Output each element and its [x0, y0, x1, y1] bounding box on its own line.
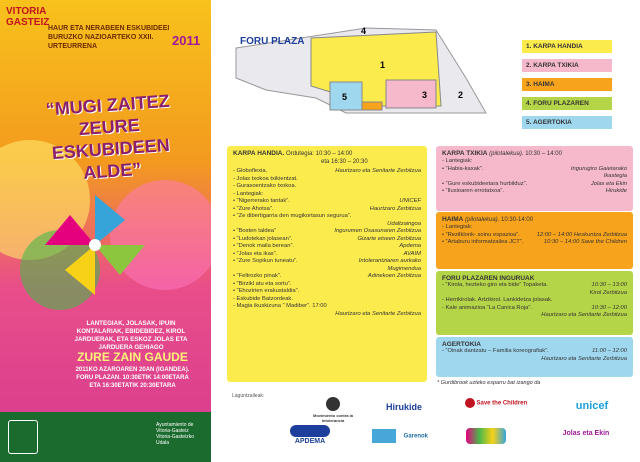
logo-line1: VITORIA	[6, 6, 47, 17]
haima-title: HAIMA	[442, 216, 464, 223]
list-item-label: - Magia ikuskizuna “ Madiber”. 17:00	[233, 303, 327, 309]
karpa-txikia-note: (pilotalekua).	[489, 151, 524, 157]
list-item	[442, 290, 627, 298]
partner-name-intolerancia: Movimiento contra la Intolerancia	[312, 413, 353, 423]
list-item	[233, 266, 421, 274]
list-item	[233, 311, 421, 319]
poster-date: 2011KO AZAROAREN 20AN (IGANDEA). FORU PLAZAN. 10:30ETIK 14:00ETARA ETA 16:30ETATIK 20:30ETARA	[75, 367, 190, 389]
list-item-organizer: Intolerantziaren aurkako	[358, 258, 421, 264]
karpa-handia-hours1: Ordutegia: 10:30 – 14:00	[285, 151, 353, 157]
list-item-organizer: Mugimendua	[387, 265, 421, 272]
list-item-organizer: Ingurumen Osasunaren Zerbitzua	[334, 228, 421, 234]
legend-item-3: 3. HAIMA	[522, 78, 612, 91]
legend-item-1: 1. KARPA HANDIA	[522, 40, 612, 53]
karpa-handia-header	[233, 150, 421, 158]
list-item-label: • “Zure Sopikun tuneatu”.	[233, 258, 298, 264]
logo-line2: GASTEIZ	[6, 17, 50, 28]
karpa-handia-title: KARPA HANDIA.	[233, 150, 285, 157]
list-item-label: • “Denok maila berean”.	[233, 243, 294, 249]
list-item-label: • “Artaburu informatzailea JCT”.	[442, 239, 524, 245]
list-item-label: • “Ehozirien erakustaldia”.	[233, 288, 300, 294]
footnote: * Gurdibrook uzteko esparru bat izango da	[437, 380, 541, 386]
list-item-label: • “Ze dibertigarria den mugikortasun segurua”.	[233, 213, 352, 219]
poster-year: 2011	[172, 33, 201, 48]
partner-logo-garenok	[362, 429, 438, 443]
list-item	[233, 221, 421, 229]
list-item	[233, 303, 421, 311]
haima-list	[442, 224, 627, 247]
list-item	[442, 181, 627, 189]
foru-list	[442, 282, 627, 320]
panel-haima	[436, 212, 633, 269]
partner-name-apdema: APDEMA	[294, 438, 326, 445]
list-item-label: • “Bosten taldea”	[233, 228, 276, 234]
poster	[0, 0, 211, 462]
poster-subtitle: HAUR ETA NERABEEN ESKUBIDEEI BURUZKO NAZIOARTEKO XXII. URTEURRENA	[48, 25, 170, 50]
list-item-label: • “Gure eskubideetara hurbilduz”.	[442, 180, 528, 187]
list-item	[442, 356, 627, 364]
karpa-handia-hours2: eta 16:30 – 20:30	[321, 159, 368, 165]
list-item-label: • “Nigerrerako tantak”.	[233, 198, 290, 204]
list-item-label: - Lantegiak:	[442, 224, 473, 230]
karpa-txikia-header	[442, 150, 627, 158]
list-item-organizer: Kirol Zerbitzua	[589, 289, 627, 296]
zone-label-5: 5	[342, 92, 348, 102]
karpa-handia-list	[233, 168, 421, 318]
list-item-label: - Herrikirolak. Artzikirol. Lankidetza jolasak.	[442, 297, 553, 303]
list-item-organizer: Hirukide	[605, 188, 627, 194]
list-item-label: • “Birzikl atu eta sortu”.	[233, 280, 292, 287]
zone-label-3: 3	[422, 90, 428, 100]
list-item-organizer: 11:00 – 12:00	[591, 348, 627, 354]
list-item-organizer: Jolas eta Ekin	[590, 180, 627, 187]
footer-text: Ayuntamiento de Vitoria-Gasteiz Vitoria-Gasteizko Udala	[156, 422, 194, 446]
list-item-organizer: Haurtzaro eta Senitarte Zerbitzua	[541, 312, 627, 318]
list-item-organizer: Ikastegia	[603, 173, 627, 179]
list-item-label: - Jolas txokoa txikientzat.	[233, 175, 298, 182]
poster-footer	[0, 412, 211, 462]
list-item-label: • “Ilusioaren errotatxoa”.	[442, 188, 504, 194]
list-item-organizer: AVAIM	[403, 250, 421, 257]
haima-hours: 10:30-14:00	[501, 217, 534, 223]
list-item-label: - Globoflexia.	[233, 168, 268, 174]
list-item-organizer: Ingurugiro Gaietarako	[570, 165, 627, 172]
pinwheel-icon	[40, 190, 150, 300]
list-item	[233, 206, 421, 214]
foru-title: FORU PLAZAREN INGURUAK	[442, 275, 535, 282]
list-item	[442, 282, 627, 290]
institution-logo	[8, 420, 38, 454]
karpa-txikia-list	[442, 158, 627, 196]
list-item-label: • “Jolas eta ikas”.	[233, 250, 278, 257]
list-item-organizer: 10:30 – 12:00	[591, 304, 627, 311]
partner-logo-intolerancia	[308, 397, 358, 423]
list-item-organizer: 10:30 – 14:00 Save the Children	[543, 239, 627, 245]
list-item-label: • “Feltrozko pinak”.	[233, 273, 282, 279]
partners-label: Laguntzaileak:	[232, 393, 265, 399]
partner-logo-apdema	[280, 425, 340, 445]
zone-label-4: 4	[361, 26, 367, 36]
list-item-organizer: Apdema	[399, 243, 421, 249]
agertokia-list	[442, 348, 627, 363]
list-item	[233, 176, 421, 184]
list-item	[442, 158, 627, 166]
list-item	[233, 198, 421, 206]
partner-name-garenok: Garenok	[403, 433, 428, 440]
legend-item-4: 4. FORU PLAZAREN	[522, 97, 612, 110]
list-item-organizer: Adinekoen Zerbitzua	[367, 273, 421, 279]
agertokia-title: AGERTOKIA	[442, 341, 481, 348]
zone-label-1: 1	[380, 60, 386, 70]
list-item-label: - Lantegiak:	[233, 190, 264, 197]
list-item-label: - “Kirola, hezteko giro eta bide” Topaketa.	[442, 282, 548, 288]
list-item-label: - Eskubide Batzordeak.	[233, 295, 293, 302]
list-item-label: • “Habia-kaxak”.	[442, 165, 484, 172]
list-item	[442, 166, 627, 174]
list-item-label: - Gurasoentzako txokoa.	[233, 183, 297, 189]
list-item-organizer: Gizarte etxeen Zerbitzua	[357, 235, 421, 242]
partner-logo-jolas-eta-ekin: Jolas eta Ekin	[562, 430, 610, 437]
list-item	[442, 188, 627, 196]
zone-label-2: 2	[458, 90, 464, 100]
panel-karpa-txikia	[436, 146, 633, 211]
list-item-organizer: Udaltzaingoa	[387, 220, 421, 227]
list-item	[442, 232, 627, 240]
list-item	[442, 348, 627, 356]
map-title: FORU PLAZA	[240, 36, 305, 47]
legend-item-2: 2. KARPA TXIKIA	[522, 59, 612, 72]
partner-logo-hirukide: Hirukide	[385, 402, 422, 412]
list-item	[233, 191, 421, 199]
list-item	[442, 224, 627, 232]
list-item-organizer: Haurtzaro Zerbitzua	[369, 205, 421, 212]
partner-logo-save-the-children	[464, 398, 528, 408]
list-item	[233, 258, 421, 266]
list-item	[233, 243, 421, 251]
partner-name-save-the-children: Save the Children	[476, 400, 528, 407]
haima-header	[442, 216, 627, 224]
list-item-organizer: Haurtzaro eta Senitarte Zerbitzua	[335, 168, 421, 174]
list-item-label: - Lantegiak:	[442, 158, 473, 164]
list-item	[233, 228, 421, 236]
list-item-organizer: Haurtzaro eta Senitarte Zerbitzua	[541, 355, 627, 362]
list-item	[233, 288, 421, 296]
list-item-label: • “Rezilklonk- soinu espazioa”.	[442, 231, 520, 238]
list-item-organizer: Haurtzaro eta Senitarte Zerbitzua	[335, 310, 421, 317]
map-legend	[522, 40, 612, 135]
poster-info: LANTEGIAK, JOLASAK, IPUIN KONTALARIAK, EBIDEBIDEZ, KIROL JARDUERAK, ETA ESKOZ JOLAS ETA JARDUERA GEHIAGO	[74, 320, 188, 351]
list-item-organizer: UNICEF	[399, 198, 421, 204]
list-item	[442, 239, 627, 247]
list-item	[442, 297, 627, 305]
list-item	[442, 305, 627, 313]
list-item	[233, 213, 421, 221]
list-item	[233, 273, 421, 281]
list-item	[442, 173, 627, 181]
list-item	[233, 168, 421, 176]
karpa-txikia-hours: 10:30 – 14:00	[525, 151, 562, 157]
poster-zain: ZURE ZAIN GAUDE	[77, 350, 188, 364]
karpa-txikia-title: KARPA TXIKIA	[442, 150, 488, 157]
list-item-label: - “Oinak dantzatu – Familia koreografiak”.	[442, 348, 549, 354]
list-item	[233, 251, 421, 259]
list-item-organizer: 10:30 – 13:00	[591, 282, 627, 288]
list-item	[233, 183, 421, 191]
haima-note: (pilotalekua).	[464, 217, 500, 223]
list-item	[233, 236, 421, 244]
list-item	[233, 296, 421, 304]
partner-logo-unicef: unicef	[575, 400, 609, 412]
poster-headline: “MUGI ZAITEZ ZEURE ESKUBIDEEN ALDE”	[45, 90, 171, 183]
list-item-organizer: 12:00 – 14:00 Heskuntza Zerbitzua	[536, 231, 627, 238]
poster-logo	[6, 6, 49, 28]
panel-agertokia	[436, 337, 633, 377]
list-item	[233, 281, 421, 289]
partner-logo-fundacion	[466, 428, 506, 444]
list-item-label: • “Ludotekan jolasean”.	[233, 235, 293, 242]
panel-foru-plazaren-inguruak	[436, 271, 633, 335]
list-item-label: - Kale animazioa “La Canica Roja”.	[442, 304, 532, 311]
legend-item-5: 5. AGERTOKIA	[522, 116, 612, 129]
list-item-label: • “Zure Ahotsa”.	[233, 205, 274, 212]
list-item	[442, 312, 627, 320]
panel-karpa-handia	[227, 146, 427, 382]
